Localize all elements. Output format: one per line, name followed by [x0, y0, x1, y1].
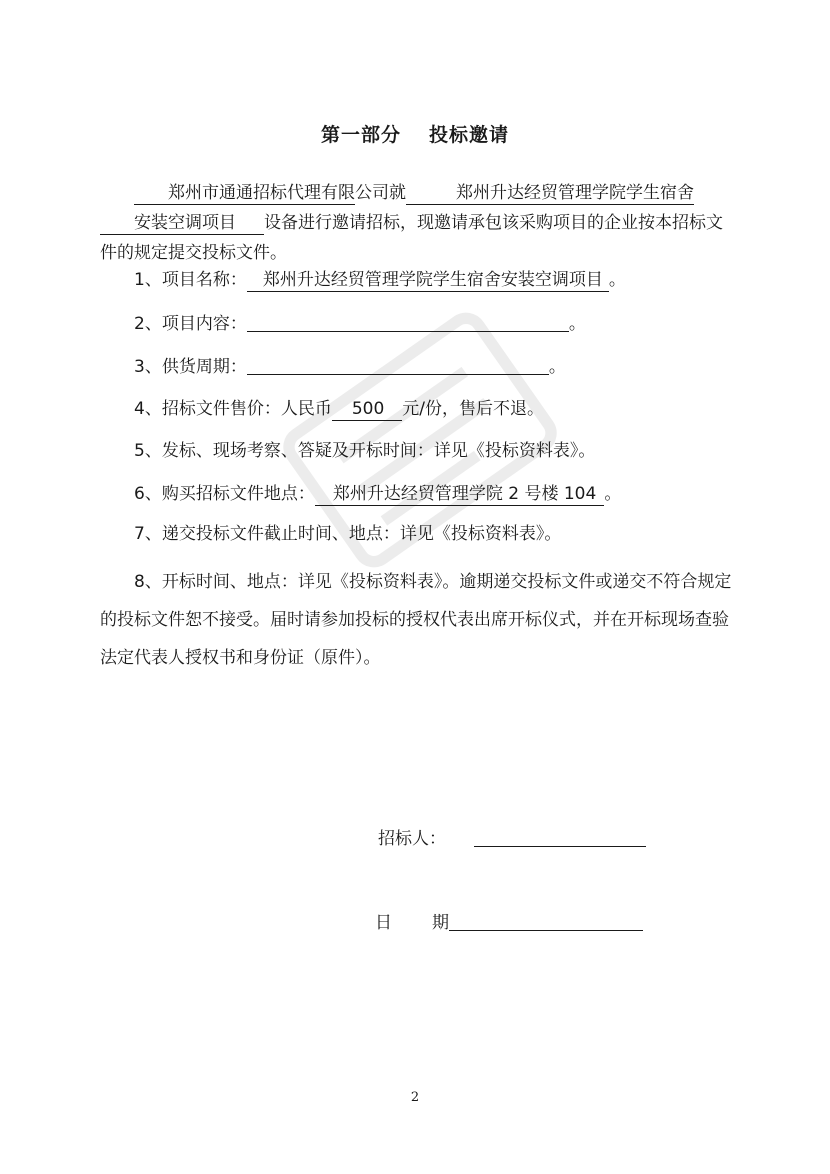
intro-rest: 设备进行邀请招标，现邀请承包该采购项目的企业按本招标文件的规定提交投标文件。	[100, 213, 723, 263]
date-blank	[449, 910, 643, 931]
project-name-a: 郑州升达经贸管理学院学生宿舍	[406, 182, 694, 205]
item-end: 。	[548, 357, 566, 377]
item-label: 3、供货周期：	[134, 357, 247, 377]
item-label: 7、递交投标文件截止时间、地点：详见《投标资料表》。	[134, 524, 562, 544]
item-issue-time	[100, 439, 766, 463]
item-label: 5、发标、现场考察、答疑及开标时间：详见《投标资料表》。	[134, 441, 596, 461]
date-label-1: 日	[375, 913, 392, 933]
tenderer-line	[378, 824, 646, 849]
item-price	[100, 397, 766, 421]
price-after: 元/份，售后不退。	[402, 399, 545, 419]
date-line	[375, 908, 643, 933]
price-value: 500	[332, 398, 402, 421]
item-label: 4、招标文件售价：人民币	[134, 399, 332, 419]
item-end: 。	[604, 484, 622, 504]
item-end: 。	[568, 314, 586, 334]
project-content-blank	[247, 311, 569, 332]
title-name: 投标邀请	[429, 124, 510, 146]
intro-mid: 公司就	[355, 183, 406, 203]
item-opening	[100, 563, 732, 677]
item-label: 6、购买招标文件地点：	[134, 484, 315, 504]
item-label: 8、开标时间、地点：详见《投标资料表》。逾期递交投标文件或递交不符合规定的投标文件恕不接受。届时请参加投标的授权代表出席开标仪式，并在开标现场查验法定代表人授权书和身份证（原件）。	[100, 572, 732, 668]
item-label: 1、项目名称：	[134, 270, 247, 290]
project-name-b: 安装空调项目	[100, 212, 264, 235]
date-label-2: 期	[432, 913, 449, 933]
item-supply-period	[100, 354, 766, 379]
page-title	[0, 120, 830, 147]
purchase-location-value: 郑州升达经贸管理学院 2 号楼 104	[315, 483, 604, 506]
item-label: 2、项目内容：	[134, 314, 247, 334]
agency-name: 郑州市通通招标代理有限	[134, 182, 355, 205]
supply-period-blank	[247, 354, 549, 375]
item-purchase-location	[100, 482, 766, 506]
item-submission-deadline	[100, 522, 766, 546]
item-end: 。	[608, 270, 626, 290]
page-number: 2	[410, 1090, 420, 1105]
title-part: 第一部分	[320, 124, 401, 146]
item-project-content	[100, 311, 766, 336]
tenderer-label: 招标人：	[378, 829, 446, 849]
intro-paragraph	[100, 178, 732, 268]
project-name-value: 郑州升达经贸管理学院学生宿舍安装空调项目	[247, 269, 609, 292]
tenderer-blank	[474, 826, 646, 847]
item-project-name	[100, 268, 766, 292]
